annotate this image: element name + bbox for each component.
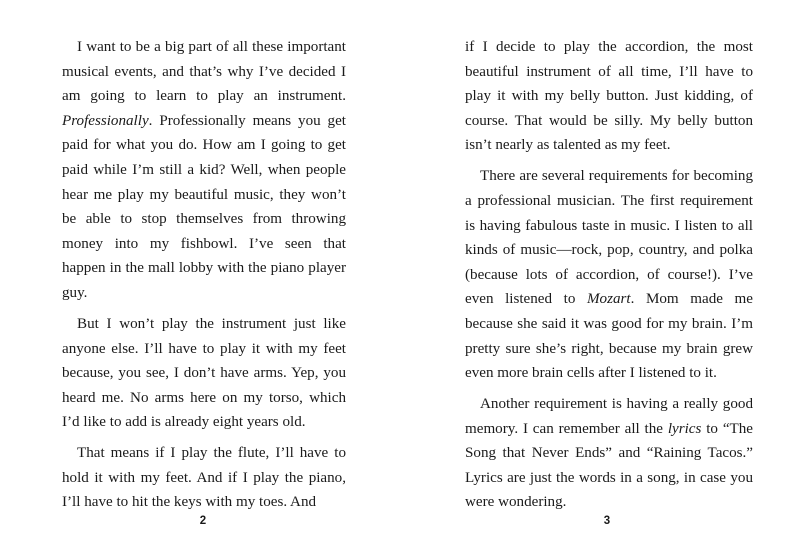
left-page-text (62, 35, 346, 521)
paragraph (465, 164, 753, 385)
italic-text: Mozart (586, 291, 631, 308)
text-segment: I want to be a big part of all these important musical events, and that’s why I’ve decided I am going to learn to play an instrument. (62, 39, 346, 105)
text-segment: Another requirement is having a really good memory. I can remember all the (465, 396, 753, 437)
text-segment: if I decide to play the accordion, the most beautiful instrument of all time, I’ll have to play it with my belly button. Just kidding, of course. That would be silly. My belly button isn’t nearly as talented as my feet. (465, 39, 753, 154)
page-number: 3 (603, 515, 611, 527)
paragraph (62, 312, 346, 435)
paragraph (62, 35, 346, 306)
text-segment: That means if I play the flute, I’ll have to hold it with my feet. And if I play the piano, I’ll have to hit the keys with my toes. And (62, 445, 346, 511)
text-segment: . Mom made me because she said it was good for my brain. I’m pretty sure she’s right, because my brain grew even more brain cells after I listened to it. (465, 291, 753, 382)
right-page (405, 0, 810, 552)
page-number: 2 (199, 515, 207, 527)
paragraph (465, 392, 753, 515)
text-segment: There are several requirements for becoming a professional musician. The first requirement is having fabulous taste in music. I listen to all kinds of music—rock, pop, country, and polka (because lots of accordion, of course!). I’ve even listened to (465, 168, 753, 308)
text-segment: . Professionally means you get paid for what you do. How am I going to get paid while I’m still a kid? Well, when people hear me play my beautiful music, they won’t be able to stop themselves from throwing money into my fishbowl. I’ve seen that happen in the mall lobby with the piano player guy. (62, 112, 346, 301)
right-page-text (465, 35, 753, 521)
italic-text: lyrics (667, 420, 702, 437)
paragraph (62, 441, 346, 515)
text-segment: to “The Song that Never Ends” and “Raining Tacos.” Lyrics are just the words in a song, in case you were wondering. (465, 420, 753, 511)
italic-text: Professionally (62, 112, 149, 129)
text-segment: But I won’t play the instrument just like anyone else. I’ll have to play it with my feet because, you see, I don’t have arms. Yep, you heard me. No arms here on my torso, which I’d like to add is already eight years old. (62, 315, 346, 431)
paragraph-continued (465, 35, 753, 158)
